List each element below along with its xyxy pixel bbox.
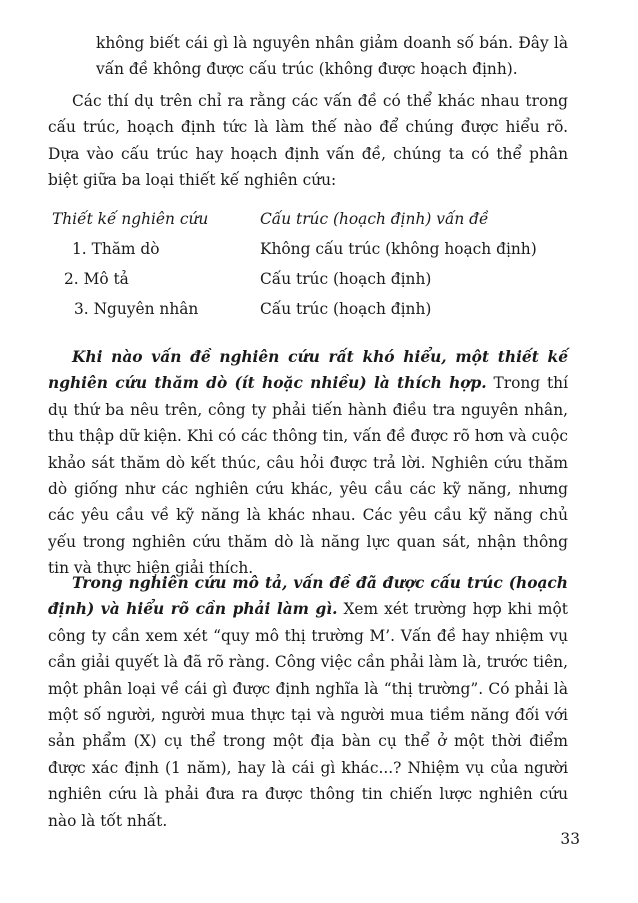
table-cell: Cấu trúc (hoạch định) [260,300,432,318]
paragraph-text: Các thí dụ trên chỉ ra rằng các vấn đề có thể khác nhau trong cấu trúc, hoạch định tức là làm thế nào để chúng được hiểu rõ. Dựa vào cấu trúc hay hoạch định vấn đề, chúng ta có thể phân biệt giữa ba loại thiết kế nghiên cứu: [48,92,568,190]
paragraph-emphasis: Khi nào vấn đề nghiên cứu rất khó hiểu, một thiết kế nghiên cứu thăm dò (ít hoặc nhiều) là thích hợp. [48,348,568,393]
table-header-structure: Cấu trúc (hoạch định) vấn đề [260,210,489,228]
table-cell: Cấu trúc (hoạch định) [260,270,432,288]
paragraph-text: Trong thí dụ thứ ba nêu trên, công ty phải tiến hành điều tra nguyên nhân, thu thập dữ kiện. Khi có các thông tin, vấn đề được rõ hơn và cuộc khảo sát thăm dò kết thúc, câu hỏi được trả lời. Nghiên cứu thăm dò giống như các nghiên cứu khác, yêu cầu các kỹ năng, nhưng các yêu cầu về kỹ năng là khác nhau. Các yêu cầu kỹ năng chủ yếu trong nghiên cứu thăm dò là năng lực quan sát, nhận thông tin và thực hiện giải thích. [48,374,568,578]
table-row [52,234,572,264]
table-row [52,294,572,324]
paragraph-design-types-intro [48,88,568,194]
table-header-design: Thiết kế nghiên cứu [52,210,209,228]
table-cell: 3. Nguyên nhân [74,300,199,318]
paragraph-descriptive-research [48,570,568,834]
table-cell: Không cấu trúc (không hoạch định) [260,240,537,258]
research-design-table [52,204,572,324]
table-cell: 1. Thăm dò [72,240,160,258]
page-number: 33 [560,830,580,848]
table-header-row [52,204,572,234]
paragraph-emphasis: Trong nghiên cứu mô tả, vấn đề đã được cấu trúc (hoạch định) và hiểu rõ cần phải làm gì. [48,574,568,619]
paragraph-text: Xem xét trường hợp khi một công ty cần xem xét “quy mô thị trường M’. Vấn đề hay nhiệm vụ cần giải quyết là đã rõ ràng. Công việc cần phải làm là, trước tiên, một phân loại về cái gì được định nghĩa là “thị trường”. Có phải là một số người, người mua thực tại và người mua tiềm năng đối với sản phẩm (X) cụ thể trong một địa bàn cụ thể ở một thời điểm được xác định (1 năm), hay là cái gì khác...? Nhiệm vụ của người nghiên cứu là phải đưa ra được thông tin chiến lược nghiên cứu nào là tốt nhất. [48,600,568,830]
paragraph-continuation [96,30,568,83]
paragraph-exploratory-research [48,344,568,582]
table-cell: 2. Mô tả [64,270,129,288]
paragraph-text: không biết cái gì là nguyên nhân giảm doanh số bán. Đây là vấn đề không được cấu trúc (không được hoạch định). [96,34,568,79]
table-row [52,264,572,294]
